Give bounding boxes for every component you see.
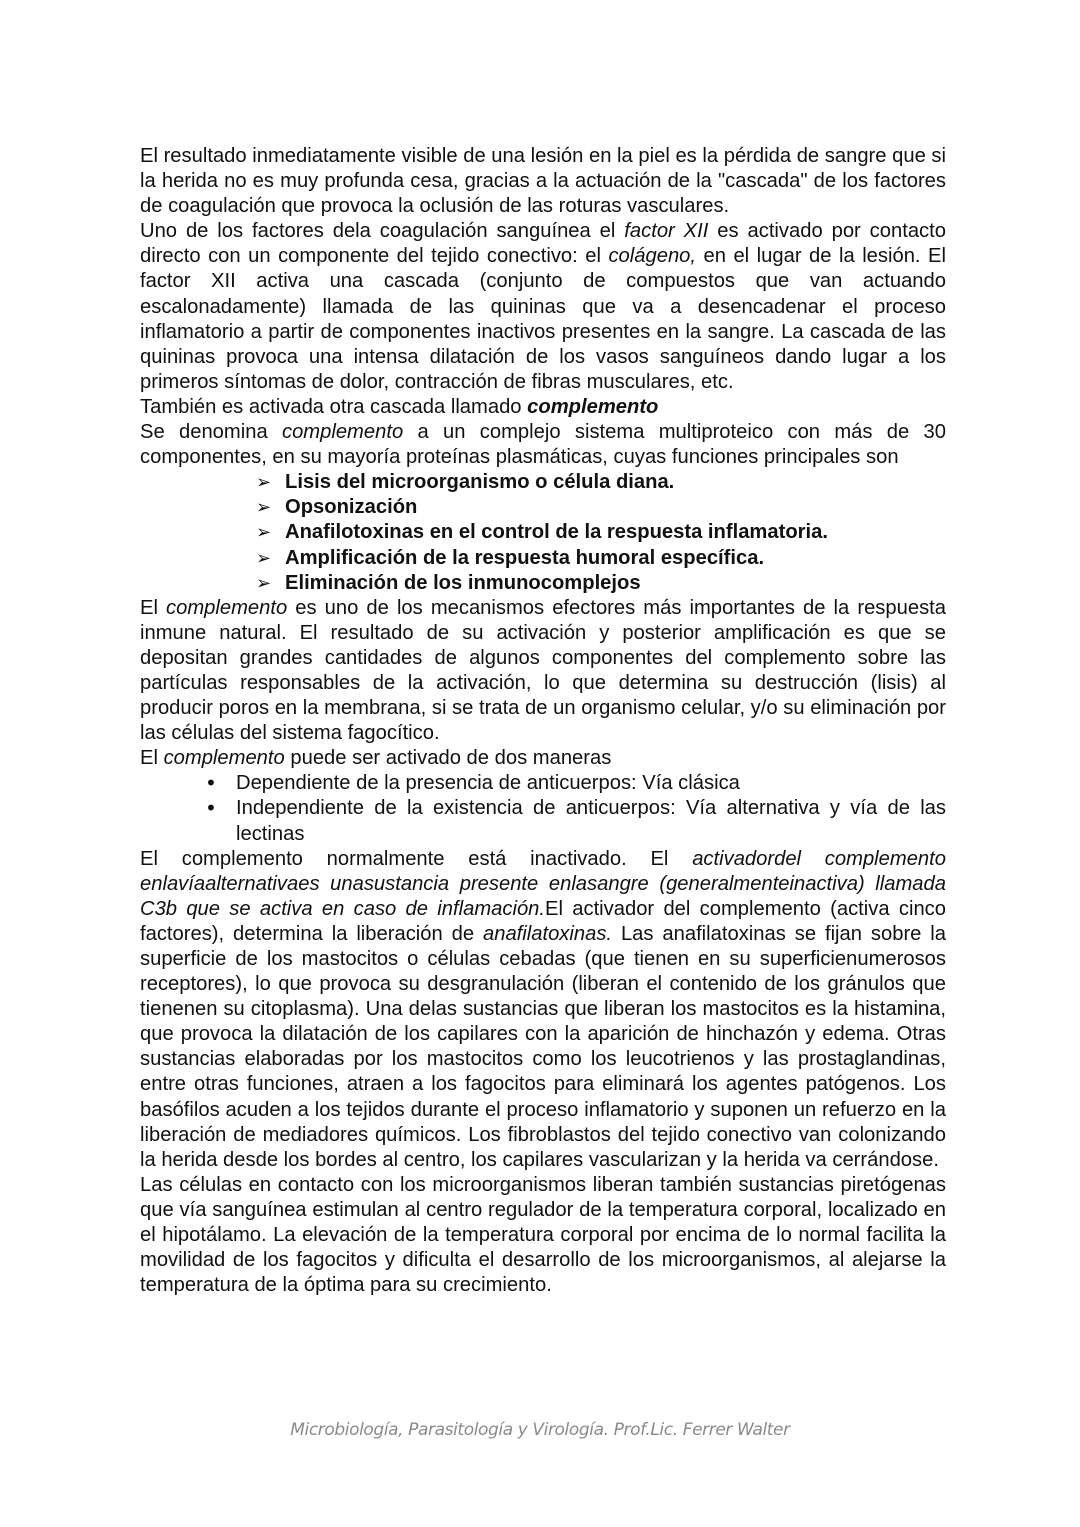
paragraph-anaphylatoxins: El complemento normalmente está inactivado. El activadordel complemento enlavíaalternativaes unasustancia presente enlasangre (generalmenteinactiva) llamada C3b que se activa en caso de inflamación.El activador del complemento (activa cinco factores), determina la liberación de anafilatoxinas. Las anafilatoxinas se fijan sobre la superficie de los mastocitos o células cebadas (que tienen en su superficienumerosos receptores), lo que provoca su desgranulación (liberan el contenido de los gránulos que tienenen su citoplasma). Una delas sustancias que liberan los mastocitos es la histamina, que provoca la dilatación de los capilares con la aparición de hinchazón y edema. Otras sustancias elaboradas por los mastocitos como los leucotrienos y las prostaglandinas, entre otras funciones, atraen a los fagocitos para eliminará los agentes patógenos. Los basófilos acuden a los tejidos durante el proceso inflamatorio y suponen un refuerzo en la liberación de mediadores químicos. Los fibroblastos del tejido conectivo van colonizando la herida desde los bordes al centro, los capilares vascularizan y la herida va cerrándose.: [140, 847, 947, 1171]
arrow-bullet-icon: ➢: [256, 547, 272, 569]
paragraph-complement-intro: También es activada otra cascada llamado complemento: [140, 395, 659, 418]
paragraph-complement-activation: El complemento puede ser activado de dos maneras: [140, 747, 612, 770]
paragraph-factor-xii: Uno de los factores dela coagulación sanguínea el factor XII es activado por contacto directo con un componente del tejido conectivo: el colágeno, en el lugar de la lesión. El factor XII activa una cascada (conjunto de compuestos que van actuando escalonadamente) llamada de las quininas que va a desencadenar el proceso inflamatorio a partir de componentes inactivos presentes en la sangre. La cascada de las quininas provoca una intensa dilatación de los vasos sanguíneos dando lugar a los primeros síntomas de dolor, contracción de fibras musculares, etc.: [140, 220, 946, 393]
list-item: ➢ Opsonización: [256, 495, 946, 520]
list-item: ➢ Lisis del microorganismo o célula diana.: [256, 470, 946, 495]
document-body: [140, 144, 946, 1298]
arrow-bullet-icon: ➢: [256, 497, 272, 519]
bullet-dot-icon: •: [205, 771, 217, 796]
list-item: • Dependiente de la presencia de anticuerpos: Vía clásica: [205, 771, 740, 796]
list-item: ➢ Amplificación de la respuesta humoral específica.: [256, 546, 946, 571]
paragraph-coagulation: El resultado inmediatamente visible de una lesión en la piel es la pérdida de sangre que si la herida no es muy profunda cesa, gracias a la actuación de la "cascada" de los factores de coagulación que provoca la oclusión de las roturas vasculares.: [140, 145, 946, 218]
bullet-dot-icon: •: [205, 796, 217, 821]
activation-ways-list: [140, 771, 946, 846]
complement-functions-list: [140, 470, 946, 595]
arrow-bullet-icon: ➢: [256, 522, 272, 544]
list-item: ➢ Eliminación de los inmunocomplejos: [256, 571, 946, 596]
paragraph-complement-definition: Se denomina complemento a un complejo sistema multiproteico con más de 30 componentes, en su mayoría proteínas plasmáticas, cuyas funciones principales son: [140, 421, 947, 469]
paragraph-complement-effector: El complemento es uno de los mecanismos efectores más importantes de la respuesta inmune natural. El resultado de su activación y posterior amplificación es que se depositan grandes cantidades de algunos componentes del complemento sobre las partículas responsables de la activación, lo que determina su destrucción (lisis) al producir poros en la membrana, si se trata de un organismo celular, y/o su eliminación por las células del sistema fagocítico.: [140, 596, 946, 745]
arrow-bullet-icon: ➢: [256, 472, 272, 494]
paragraph-fever: Las células en contacto con los microorganismos liberan también sustancias piretógenas que vía sanguínea estimulan al centro regulador de la temperatura corporal, localizado en el hipotálamo. La elevación de la temperatura corporal por encima de lo normal facilita la movilidad de los fagocitos y dificulta el desarrollo de los microorganismos, al alejarse la temperatura de la óptima para su crecimiento.: [140, 1173, 946, 1297]
list-item: ➢ Anafilotoxinas en el control de la respuesta inflamatoria.: [256, 520, 946, 545]
page-footer: Microbiología, Parasitología y Virología. Prof.Lic. Ferrer Walter: [290, 1420, 790, 1440]
arrow-bullet-icon: ➢: [256, 572, 272, 594]
list-item: • Independiente de la existencia de anticuerpos: Vía alternativa y vía de las lectinas: [205, 796, 946, 845]
